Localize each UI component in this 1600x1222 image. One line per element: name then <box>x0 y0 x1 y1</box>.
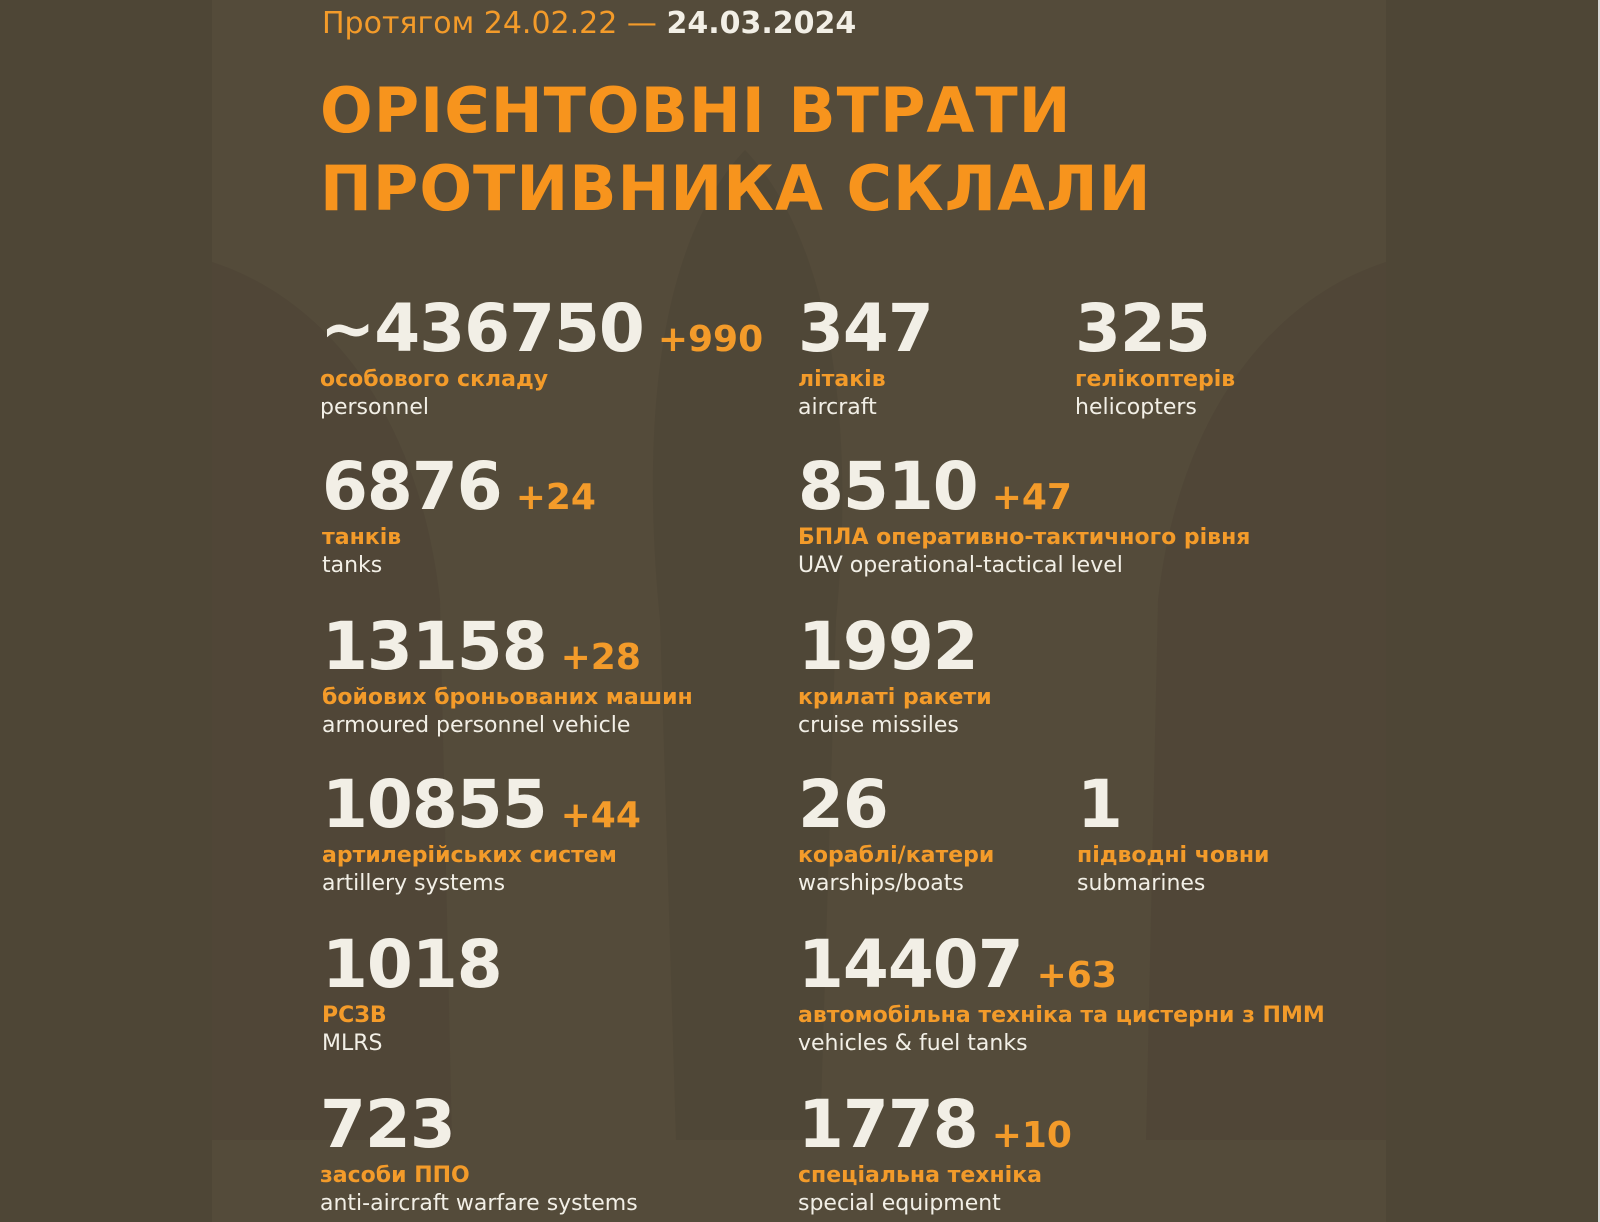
stat-helicopters <box>1075 290 1236 422</box>
stat-label-en: warships/boats <box>798 871 964 896</box>
stat-special-equipment <box>798 1086 1072 1218</box>
stat-label-en: personnel <box>320 395 430 420</box>
stat-artillery <box>322 766 641 898</box>
stat-value: 10855 <box>322 766 547 843</box>
stat-label-ua: особового складу <box>320 367 549 392</box>
stat-cruise-missiles <box>798 608 992 740</box>
stat-delta: +990 <box>657 319 764 360</box>
stat-delta: +47 <box>991 477 1072 518</box>
stat-label-en: artillery systems <box>322 871 506 896</box>
stat-label-en: cruise missiles <box>798 713 959 738</box>
stat-label-ua: літаків <box>798 367 886 392</box>
period-line <box>322 6 856 41</box>
stat-label-ua: бойових броньованих машин <box>322 685 693 710</box>
stat-value: 14407 <box>798 926 1023 1003</box>
stat-label-en: UAV operational-tactical level <box>798 553 1123 578</box>
stat-label-ua: засоби ППО <box>320 1163 470 1188</box>
stat-label-en: vehicles & fuel tanks <box>798 1031 1028 1056</box>
stat-value: ~436750 <box>320 290 644 367</box>
period-prefix: Протягом 24.02.22 — <box>322 6 657 41</box>
stat-label-ua: РСЗВ <box>322 1003 387 1028</box>
stat-value: 8510 <box>798 448 978 525</box>
stat-label-ua: спеціальна техніка <box>798 1163 1042 1188</box>
stat-label-en: MLRS <box>322 1031 383 1056</box>
stat-label-en: aircraft <box>798 395 877 420</box>
stat-delta: +24 <box>515 477 596 518</box>
period-end-date: 24.03.2024 <box>666 6 857 41</box>
stat-warships <box>798 766 995 898</box>
stat-air-defense <box>320 1086 638 1218</box>
stat-label-ua: артилерійських систем <box>322 843 617 868</box>
title-line-1: ОРІЄНТОВНІ ВТРАТИ <box>320 74 1072 147</box>
stat-value: 26 <box>798 766 888 843</box>
stat-submarines <box>1077 766 1270 898</box>
stat-label-en: special equipment <box>798 1191 1001 1216</box>
stat-label-ua: крилаті ракети <box>798 685 992 710</box>
stat-label-en: armoured personnel vehicle <box>322 713 631 738</box>
stat-label-ua: танків <box>322 525 402 550</box>
stat-label-en: tanks <box>322 553 383 578</box>
stat-value: 347 <box>798 290 933 367</box>
title-line-2: ПРОТИВНИКА СКЛАЛИ <box>320 152 1152 225</box>
stat-mlrs <box>322 926 502 1058</box>
stat-apv <box>322 608 693 740</box>
stat-tanks <box>322 448 596 580</box>
stat-aircraft <box>798 290 933 422</box>
stat-label-ua: гелікоптерів <box>1075 367 1236 392</box>
stat-label-ua: кораблі/катери <box>798 843 995 868</box>
stat-value: 723 <box>320 1086 455 1163</box>
stat-value: 1992 <box>798 608 978 685</box>
stat-label-en: submarines <box>1077 871 1206 896</box>
stat-value: 325 <box>1075 290 1210 367</box>
stat-label-ua: БПЛА оперативно-тактичного рівня <box>798 525 1251 550</box>
stat-delta: +28 <box>560 637 641 678</box>
stat-delta: +44 <box>560 795 641 836</box>
stat-personnel <box>320 290 764 422</box>
stat-delta: +63 <box>1036 955 1117 996</box>
stat-value: 13158 <box>322 608 547 685</box>
stat-value: 6876 <box>322 448 502 525</box>
stat-value: 1 <box>1077 766 1122 843</box>
stat-value: 1018 <box>322 926 502 1003</box>
stat-label-ua: автомобільна техніка та цистерни з ПММ <box>798 1003 1325 1028</box>
stat-delta: +10 <box>991 1115 1072 1156</box>
stat-uav <box>798 448 1251 580</box>
stat-label-ua: підводні човни <box>1077 843 1270 868</box>
page-title <box>320 72 1152 228</box>
stat-label-en: anti-aircraft warfare systems <box>320 1191 638 1216</box>
stat-vehicles <box>798 926 1325 1058</box>
stat-value: 1778 <box>798 1086 978 1163</box>
stat-label-en: helicopters <box>1075 395 1197 420</box>
